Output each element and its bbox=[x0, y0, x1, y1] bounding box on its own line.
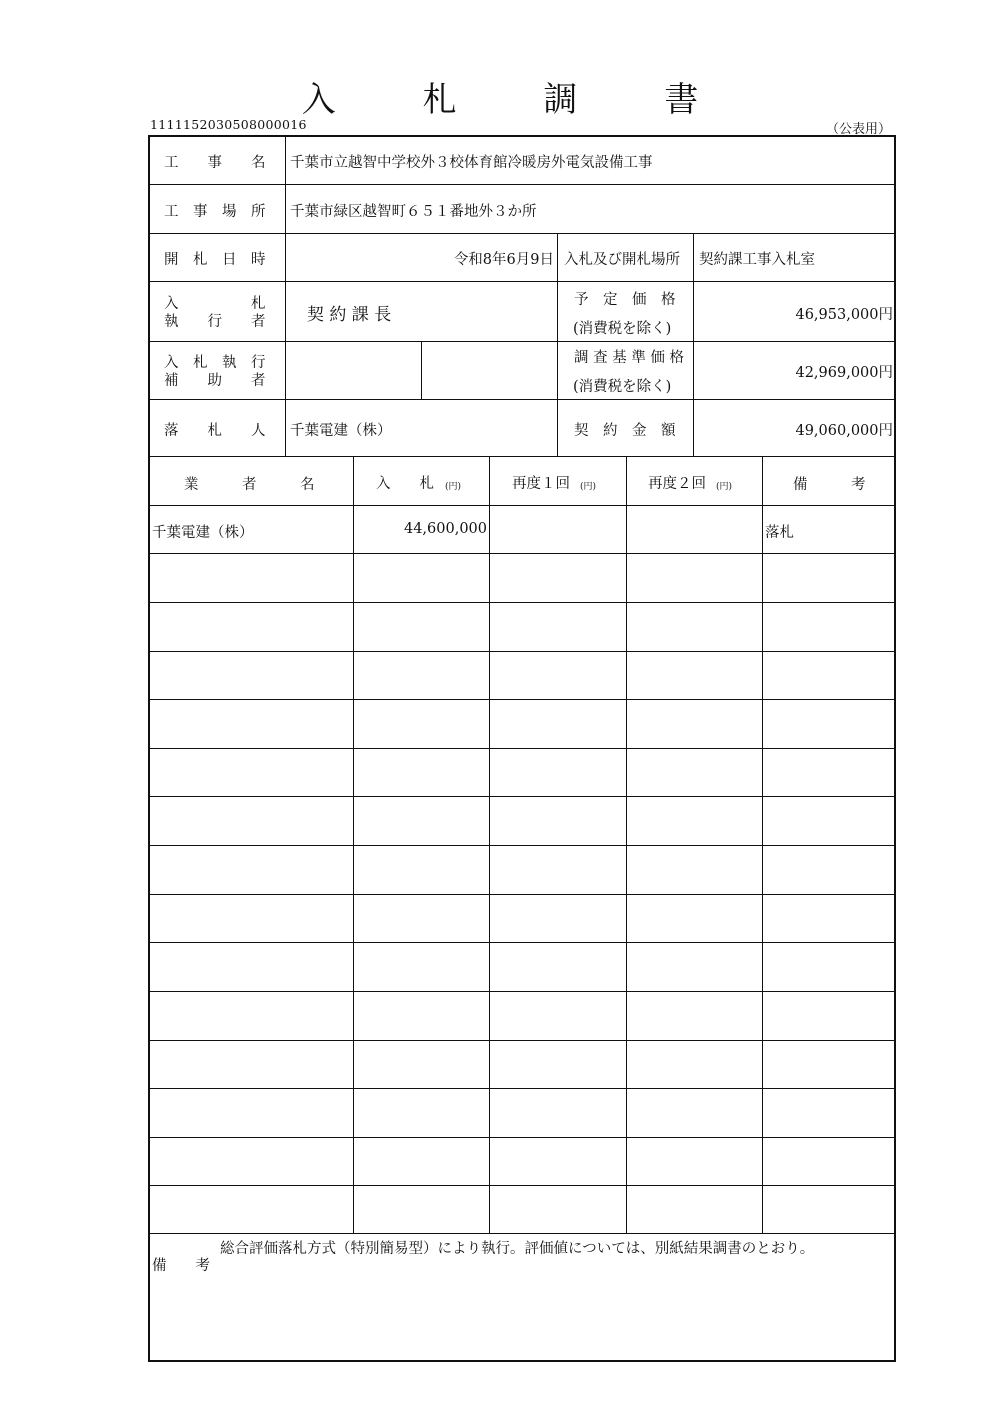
col-rebid1-header: 再度１回 bbox=[512, 476, 570, 492]
col-rebid2-unit: (円) bbox=[716, 482, 733, 492]
contract-amount-label: 契 約 金 額 bbox=[574, 423, 676, 439]
contract-amount-value: 49,060,000円 bbox=[795, 423, 893, 439]
survey-price-tax-note: (消費税を除く) bbox=[573, 379, 672, 395]
executor-label-1: 入 札 bbox=[164, 296, 266, 312]
survey-price-value: 42,969,000円 bbox=[795, 365, 893, 381]
winner-label: 落 札 人 bbox=[164, 423, 266, 439]
document-title: 入 札 調 書 bbox=[301, 80, 737, 120]
col-rebid1-unit: (円) bbox=[580, 482, 597, 492]
bid-record-frame bbox=[148, 135, 896, 1362]
executor-value: 契 約 課 長 bbox=[307, 305, 392, 325]
place-value: 契約課工事入札室 bbox=[699, 252, 815, 268]
col-bid-header: 入 札 bbox=[376, 476, 434, 492]
planned-price-value: 46,953,000円 bbox=[795, 307, 893, 323]
col-rebid2-header: 再度２回 bbox=[648, 476, 706, 492]
planned-price-tax-note: (消費税を除く) bbox=[573, 321, 672, 337]
col-bid-unit: (円) bbox=[445, 482, 462, 492]
col-note-header: 備 考 bbox=[793, 477, 866, 493]
survey-price-label: 調 査 基 準 価 格 bbox=[574, 350, 685, 366]
remarks-text: 総合評価落札方式（特別簡易型）により執行。評価値については、別紙結果調書のとおり。 bbox=[220, 1241, 815, 1257]
col-vendor-header: 業 者 名 bbox=[184, 477, 315, 493]
row-note: 落札 bbox=[765, 525, 794, 541]
planned-price-label: 予 定 価 格 bbox=[574, 292, 676, 308]
assistant-label-1: 入 札 執 行 bbox=[164, 355, 266, 371]
winner-value: 千葉電建（株） bbox=[290, 423, 392, 439]
site-label: 工 事 場 所 bbox=[164, 204, 266, 220]
assistant-label-2: 補 助 者 bbox=[164, 373, 266, 389]
site-value: 千葉市緑区越智町６５１番地外３か所 bbox=[290, 204, 537, 220]
remarks-label: 備 考 bbox=[152, 1258, 210, 1274]
place-label: 入札及び開札場所 bbox=[564, 252, 680, 268]
project-name-label: 工 事 名 bbox=[164, 155, 266, 171]
project-name: 千葉市立越智中学校外３校体育館冷暖房外電気設備工事 bbox=[290, 155, 653, 171]
document-id: 1111152030508000016 bbox=[150, 117, 307, 132]
date-value: 令和8年6月9日 bbox=[453, 252, 554, 268]
date-label: 開 札 日 時 bbox=[164, 252, 266, 268]
public-label: （公表用） bbox=[826, 122, 892, 137]
row-vendor: 千葉電建（株） bbox=[152, 525, 254, 541]
executor-label-2: 執 行 者 bbox=[164, 314, 266, 330]
row-bid: 44,600,000 bbox=[403, 521, 487, 537]
